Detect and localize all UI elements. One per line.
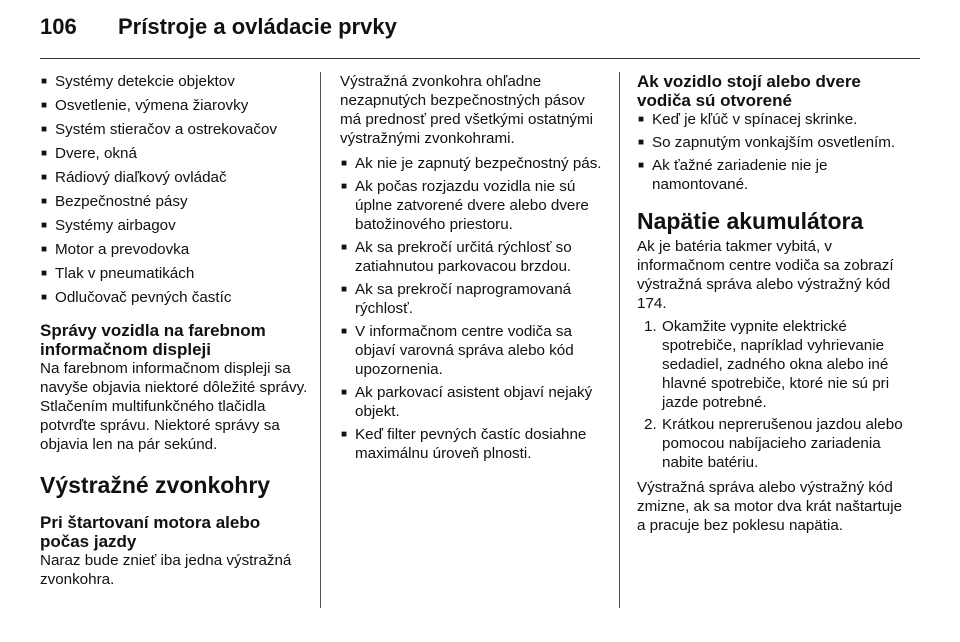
list-item: ■ Keď je kľúč v spínacej skrinke. [637, 110, 911, 129]
page-header [40, 14, 397, 48]
list-item [637, 415, 911, 472]
step-text: Okamžite vypnite elektrické spotrebiče, napríklad vyhrievanie sedadiel, zadného okna alebo iné hlavné spotrebiče, ktoré nie sú pri jazde potrebné. [662, 318, 890, 411]
battery-outro-text: Výstražná správa alebo výstražný kód zmizne, ak sa motor dva krát naštartuje a pracuje bez poklesu napätia. [637, 479, 903, 534]
list-item: ■ Ak parkovací asistent objaví nejaký objekt. [340, 383, 608, 421]
heading-battery-voltage: Napätie akumulátora [637, 208, 864, 234]
list-item: ■ Systém stieračov a ostrekovačov [40, 120, 308, 139]
header-rule [40, 58, 920, 59]
list-item: ■ Ak sa prekročí určitá rýchlosť so zatiahnutou parkovacou brzdou. [340, 238, 608, 276]
section-title-vehicle-stopped: Ak vozidlo stojí alebo dvere vodiča sú otvorené [637, 72, 861, 110]
chime-intro-text: Výstražná zvonkohra ohľadne nezapnutých bezpečnostných pásov má prednosť pred všetkými ostatnými výstražnými zvonkohrami. [340, 73, 594, 147]
column-divider-2 [619, 72, 620, 608]
section-title-vehicle-messages: Správy vozidla na farebnom informačnom displeji [40, 321, 266, 359]
list-item: ■ Odlučovač pevných častíc [40, 288, 308, 307]
stopped-conditions-list [637, 110, 911, 194]
list-item: ■ Systémy detekcie objektov [40, 72, 308, 91]
list-item: ■ Osvetlenie, výmena žiarovky [40, 96, 308, 115]
list-item: ■ Systémy airbagov [40, 216, 308, 235]
heading-warning-chimes: Výstražné zvonkohry [40, 472, 271, 498]
column-1 [40, 72, 308, 589]
list-item: ■ Ak počas rozjazdu vozidla nie sú úplne zatvorené dvere alebo dvere batožinového priestoru. [340, 177, 608, 234]
list-item: ■ Tlak v pneumatikách [40, 264, 308, 283]
list-item: ■ So zapnutým vonkajším osvetlením. [637, 133, 911, 152]
step-text: Krátkou neprerušenou jazdou alebo pomocou nabíjacieho zariadenia nabite batériu. [662, 416, 903, 471]
column-3 [637, 72, 911, 535]
list-item: ■ Bezpečnostné pásy [40, 192, 308, 211]
list-item: ■ Motor a prevodovka [40, 240, 308, 259]
list-item: ■ V informačnom centre vodiča sa objaví varovná správa alebo kód upozornenia. [340, 322, 608, 379]
list-item: ■ Dvere, okná [40, 144, 308, 163]
list-item [637, 317, 911, 412]
page-number: 106 [40, 14, 77, 39]
list-item: ■ Ak sa prekročí naprogramovaná rýchlosť. [340, 280, 608, 318]
subsection-title-starting: Pri štartovaní motora alebo počas jazdy [40, 513, 261, 551]
list-item: ■ Keď filter pevných častíc dosiahne maximálnu úroveň plnosti. [340, 425, 608, 463]
section-text-vehicle-messages: Na farebnom informačnom displeji sa navyše objavia niektoré dôležité správy. Stlačením multifunkčného tlačidla potvrďte správu. Niektoré správy sa objavia len na pár sekúnd. [40, 360, 308, 453]
step-number: 1. [644, 318, 657, 335]
step-number: 2. [644, 416, 657, 433]
list-item: ■ Ak ťažné zariadenie nie je namontované. [637, 156, 911, 194]
topic-list [40, 72, 308, 307]
list-item: ■ Ak nie je zapnutý bezpečnostný pás. [340, 154, 608, 173]
page-title: Prístroje a ovládacie prvky [118, 14, 397, 39]
subsection-text-starting: Naraz bude znieť iba jedna výstražná zvonkohra. [40, 552, 292, 588]
column-divider-1 [320, 72, 321, 608]
battery-intro-text: Ak je batéria takmer vybitá, v informačnom centre vodiča sa zobrazí výstražná správa alebo výstražný kód 174. [637, 238, 894, 312]
list-item: ■ Rádiový diaľkový ovládač [40, 168, 308, 187]
battery-steps-list [637, 317, 911, 472]
column-2 [340, 72, 608, 467]
chime-conditions-list [340, 154, 608, 463]
